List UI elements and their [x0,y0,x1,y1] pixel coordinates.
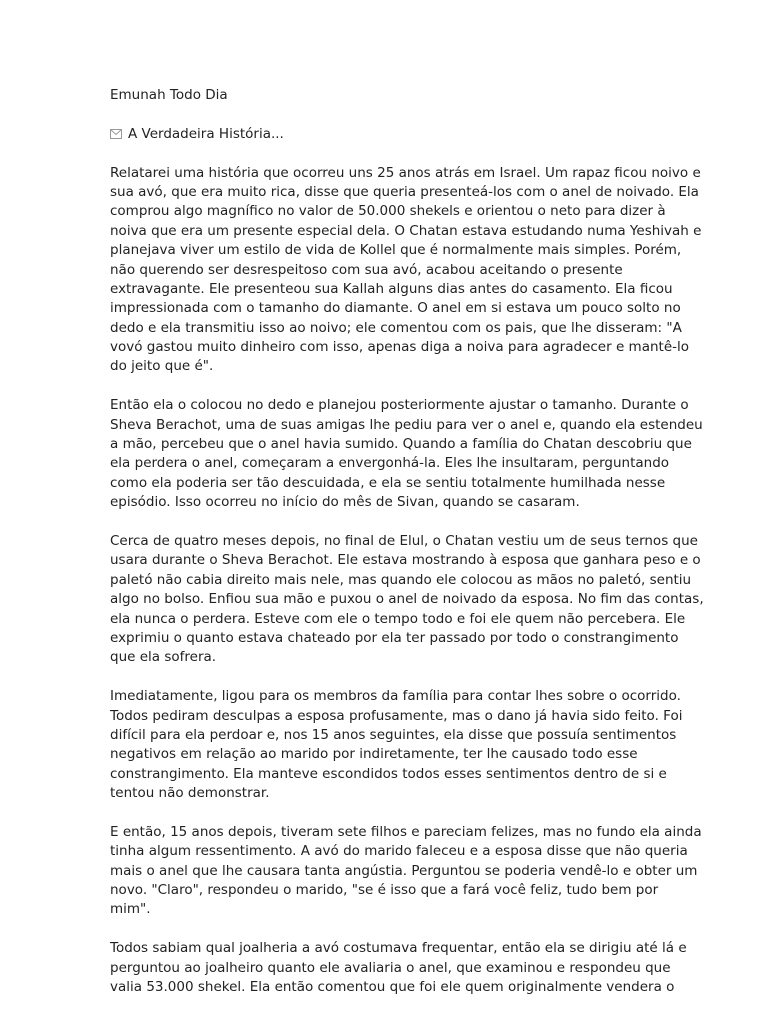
spacer [110,513,658,532]
text-line: valia 53.000 shekel. Ela então comentou que foi ele quem originalmente vendera o [110,978,675,995]
text-line: Relatarei uma história que ocorreu uns 25 anos atrás em Israel. Um rapaz ficou noivo e [110,164,701,181]
document-subtitle [110,125,658,144]
text-line: Imediatamente, ligou para os membros da família para contar lhes sobre o ocorrido. [110,688,681,705]
paragraph [110,532,704,668]
text-line: que ela sofrera. [110,649,217,666]
text-line: vovó gastou muito dinheiro com isso, apenas diga a noiva para agradecer e mantê-lo [110,339,690,356]
text-line: do jeito que é". [110,358,214,375]
text-line: noiva que era um presente especial dela. O Chatan estava estudando numa Yeshivah e [110,222,702,239]
text-line: tentou não demonstrar. [110,785,270,802]
text-line: constrangimento. Ela manteve escondidos todos esses sentimentos dentro de si e [110,765,667,782]
text-line: novo. "Claro", respondeu o marido, "se é isso que a fará você feliz, tudo bem por [110,882,659,899]
text-line: difícil para ela perdoar e, nos 15 anos seguintes, ela disse que possuía sentimentos [110,726,677,743]
paragraph [110,823,702,920]
text-line: Cerca de quatro meses depois, no final de Elul, o Chatan vestiu um de seus ternos que [110,532,698,549]
text-line: como ela poderia ser tão descuidada, e ela se sentiu totalmente humilhada nesse [110,474,666,491]
text-line: impressionada com o tamanho do diamante. O anel em si estava um pouco solto no [110,300,681,317]
text-line: ela perdera o anel, começaram a envergonhá-la. Eles lhe insultaram, perguntando [110,455,670,472]
paragraph [110,687,683,803]
envelope-icon [110,129,122,139]
paragraph [110,164,702,377]
text-line: comprou algo magnífico no valor de 50.000 shekels e orientou o neto para dizer à [110,203,666,220]
text-line: usara durante o Sheva Berachot. Ele estava mostrando à esposa que ganhara peso e o [110,552,701,569]
text-line: Sheva Berachot, uma de suas amigas lhe pediu para ver o anel e, quando ela estendeu [110,416,703,433]
subtitle-text: A Verdadeira História... [128,125,284,142]
spacer [110,144,658,163]
text-line: negativos em relação ao marido por indiretamente, ter lhe causado todo esse [110,746,638,763]
text-line: Então ela o colocou no dedo e planejou posteriormente ajustar o tamanho. Durante o [110,397,689,414]
text-line: Todos pediram desculpas a esposa profusamente, mas o dano já havia sido feito. Foi [110,707,683,724]
paragraph [110,939,687,997]
body-text [110,164,704,998]
text-line: dedo e ela transmitiu isso ao noivo; ele comentou com os pais, que lhe disseram: "A [110,319,682,336]
text-line: planejava viver um estilo de vida de Kollel que é normalmente mais simples. Porém, [110,242,682,259]
document-title: Emunah Todo Dia [110,87,228,103]
text-line: paletó não cabia direito mais nele, mas quando ele colocou as mãos no paletó, sentiu [110,571,692,588]
text-line: exprimiu o quanto estava chateado por ela ter passado por todo o constrangimento [110,629,679,646]
document-page [110,86,704,997]
spacer [110,920,658,939]
spacer [110,803,658,822]
text-line: mais o anel que lhe causara tanta angústia. Perguntou se poderia vendê-lo e obter um [110,862,698,879]
text-line: episódio. Isso ocorreu no início do mês de Sivan, quando se casaram. [110,494,580,511]
paragraph [110,396,703,512]
spacer [110,668,658,687]
text-line: algo no bolso. Enfiou sua mão e puxou o anel de noivado da esposa. No fim das contas, [110,591,704,608]
text-line: sua avó, que era muito rica, disse que queria presenteá-los com o anel de noivado. Ela [110,183,699,200]
text-line: mim". [110,901,151,918]
spacer [110,377,658,396]
text-line: tinha algum ressentimento. A avó do marido faleceu e a esposa disse que não queria [110,843,688,860]
text-line: Todos sabiam qual joalheria a avó costumava frequentar, então ela se dirigiu até lá e [110,940,687,957]
text-line: extravagante. Ele presenteou sua Kallah alguns dias antes do casamento. Ela ficou [110,280,673,297]
text-line: perguntou ao joalheiro quanto ele avaliaria o anel, que examinou e respondeu que [110,959,671,976]
text-line: a mão, percebeu que o anel havia sumido. Quando a família do Chatan descobriu que [110,436,692,453]
text-line: ela nunca o perdera. Esteve com ele o tempo todo e foi ele quem não percebera. Ele [110,610,686,627]
spacer [110,105,658,124]
text-line: não querendo ser desrespeitoso com sua avó, acabou aceitando o presente [110,261,623,278]
text-line: E então, 15 anos depois, tiveram sete filhos e pareciam felizes, mas no fundo ela ainda [110,823,702,840]
